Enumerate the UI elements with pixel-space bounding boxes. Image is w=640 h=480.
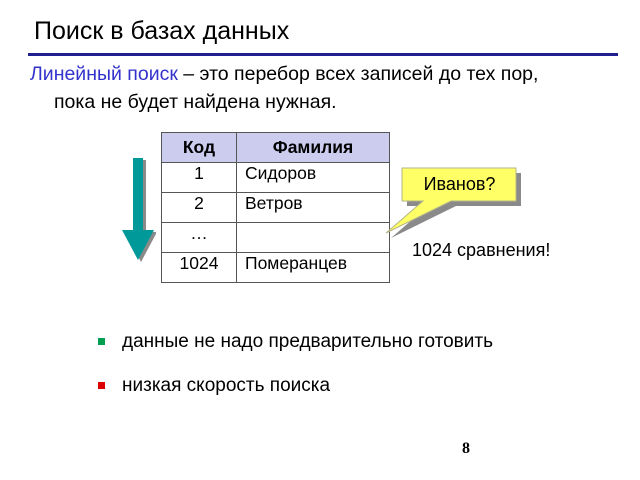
table-row bbox=[162, 223, 390, 253]
cell-code: 1024 bbox=[162, 253, 237, 283]
cell-surname: Померанцев bbox=[237, 253, 390, 283]
intro-line-2: пока не будет найдена нужная. bbox=[54, 91, 337, 113]
term-linear-search: Линейный поиск bbox=[30, 63, 178, 85]
green-square-bullet-icon bbox=[98, 338, 105, 345]
cell-code: 1 bbox=[162, 163, 237, 193]
column-header-surname: Фамилия bbox=[237, 133, 390, 163]
intro-definition: – это перебор всех записей до тех пор, bbox=[177, 63, 539, 85]
table-row bbox=[162, 163, 390, 193]
table-row bbox=[162, 193, 390, 223]
bubble-query-text: Иванов? bbox=[423, 174, 496, 194]
intro-line-1 bbox=[30, 60, 620, 88]
comparison-count: 1024 сравнения! bbox=[412, 240, 551, 260]
column-header-code: Код bbox=[162, 133, 237, 163]
slide-title: Поиск в базах данных bbox=[34, 17, 290, 45]
red-square-bullet-icon bbox=[98, 382, 105, 389]
records-table bbox=[161, 132, 390, 283]
cell-surname: Ветров bbox=[237, 193, 390, 223]
intro-text bbox=[30, 60, 620, 116]
bullet-text: низкая скорость поиска bbox=[122, 375, 331, 396]
table-header-row bbox=[162, 133, 390, 163]
cell-code: 2 bbox=[162, 193, 237, 223]
down-arrow-icon bbox=[122, 158, 156, 262]
cell-code: … bbox=[162, 223, 237, 253]
page-number: 8 bbox=[462, 440, 470, 457]
table-row bbox=[162, 253, 390, 283]
cell-surname bbox=[237, 223, 390, 253]
bullet-text: данные не надо предварительно готовить bbox=[122, 331, 493, 352]
cell-surname: Сидоров bbox=[237, 163, 390, 193]
title-underline bbox=[28, 53, 618, 56]
